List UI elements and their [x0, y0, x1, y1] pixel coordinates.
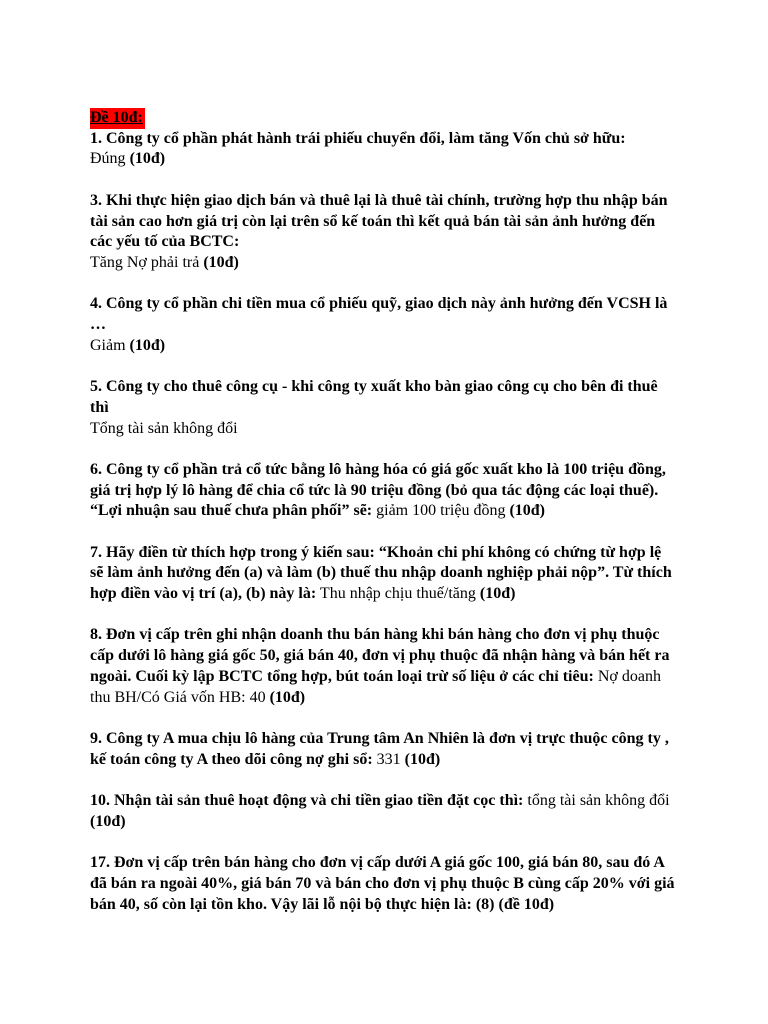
question-9 [90, 729, 678, 770]
question-text: 5. Công ty cho thuê công cụ - khi công ty xuất kho bàn giao công cụ cho bên đi thuê thì [90, 378, 658, 416]
question-text: 7. Hãy điền từ thích hợp trong ý kiến sau: “Khoản chi phí không có chứng từ hợp lệ sẽ làm ảnh hưởng đến (a) và làm (b) thuế thu nhập doanh nghiệp phải nộp”. Từ thích hợp điền vào vị trí (a), (b) này là: [90, 543, 672, 603]
question-4 [90, 294, 678, 356]
exam-heading: Đề 10đ: [90, 108, 145, 129]
answer-text: Giảm [90, 336, 126, 354]
answer-text: Tăng Nợ phải trả [90, 253, 200, 271]
exam-heading-line [90, 108, 678, 129]
question-text: 9. Công ty A mua chịu lô hàng của Trung tâm An Nhiên là đơn vị trực thuộc công ty , kế toán công ty A theo dõi công nợ ghi sổ: [90, 729, 669, 768]
answer-text: Tổng tài sản không đổi [90, 419, 238, 437]
answer-text: tổng tài sản không đổi [527, 792, 670, 810]
answer-text: giảm 100 triệu đồng [376, 502, 506, 520]
question-text: 10. Nhận tài sản thuê hoạt động và chi tiền giao tiền đặt cọc thì: [90, 792, 524, 810]
question-1 [90, 129, 678, 170]
question-text: 1. Công ty cổ phần phát hành trái phiếu chuyển đổi, làm tăng Vốn chủ sở hữu: [90, 129, 626, 147]
score: (10đ) [90, 812, 126, 830]
question-text: 6. Công ty cổ phần trả cổ tức bằng lô hàng hóa có giá gốc xuất kho là 100 triệu đồng, giá trị hợp lý lô hàng để chia cổ tức là 90 triệu đồng (bỏ qua tác động các loại thuế). “Lợi nhuận sau thuế chưa phân phối” sẽ: [90, 460, 666, 520]
question-text: 17. Đơn vị cấp trên bán hàng cho đơn vị cấp dưới A giá gốc 100, giá bán 80, sau đó A đã bán ra ngoài 40%, giá bán 70 và bán cho đơn vị phụ thuộc B cùng cấp 20% với giá bán 40, số còn lại tồn kho. Vậy lãi lỗ nội bộ thực hiện là: (8) (đề 10đ) [90, 854, 675, 913]
question-text: 4. Công ty cổ phần chi tiền mua cổ phiếu quỹ, giao dịch này ảnh hưởng đến VCSH là … [90, 295, 668, 333]
question-text: 8. Đơn vị cấp trên ghi nhận doanh thu bán hàng khi bán hàng cho đơn vị phụ thuộc cấp dưới lô hàng giá gốc 50, giá bán 40, đơn vị phụ thuộc đã nhận hàng và bán hết ra ngoài. Cuối kỳ lập BCTC tổng hợp, bút toán loại trừ số liệu ở các chỉ tiêu: [90, 626, 670, 685]
score: (10đ) [404, 750, 441, 768]
question-8 [90, 625, 678, 708]
answer-text: Nợ doanh thu BH/Có Giá vốn HB: 40 [90, 667, 661, 706]
answer-text: Đúng [90, 150, 126, 168]
score: (10đ) [129, 150, 166, 168]
score: (10đ) [129, 336, 166, 354]
score: (10đ) [269, 688, 306, 706]
question-10 [90, 791, 678, 832]
answer-text: Thu nhập chịu thuế/tăng [319, 585, 476, 603]
score: (10đ) [203, 253, 239, 271]
question-3 [90, 191, 678, 274]
score: (10đ) [479, 585, 516, 603]
answer-text: 331 [376, 750, 401, 768]
question-5 [90, 377, 678, 439]
question-7 [90, 543, 678, 605]
question-6 [90, 460, 678, 522]
score: (10đ) [509, 502, 545, 520]
question-17 [90, 853, 678, 915]
question-text: 3. Khi thực hiện giao dịch bán và thuê lại là thuê tài chính, trường hợp thu nhập bán tài sản cao hơn giá trị còn lại trên sổ kế toán thì kết quả bán tài sản ảnh hưởng đến các yếu tố của BCTC: [90, 191, 668, 251]
